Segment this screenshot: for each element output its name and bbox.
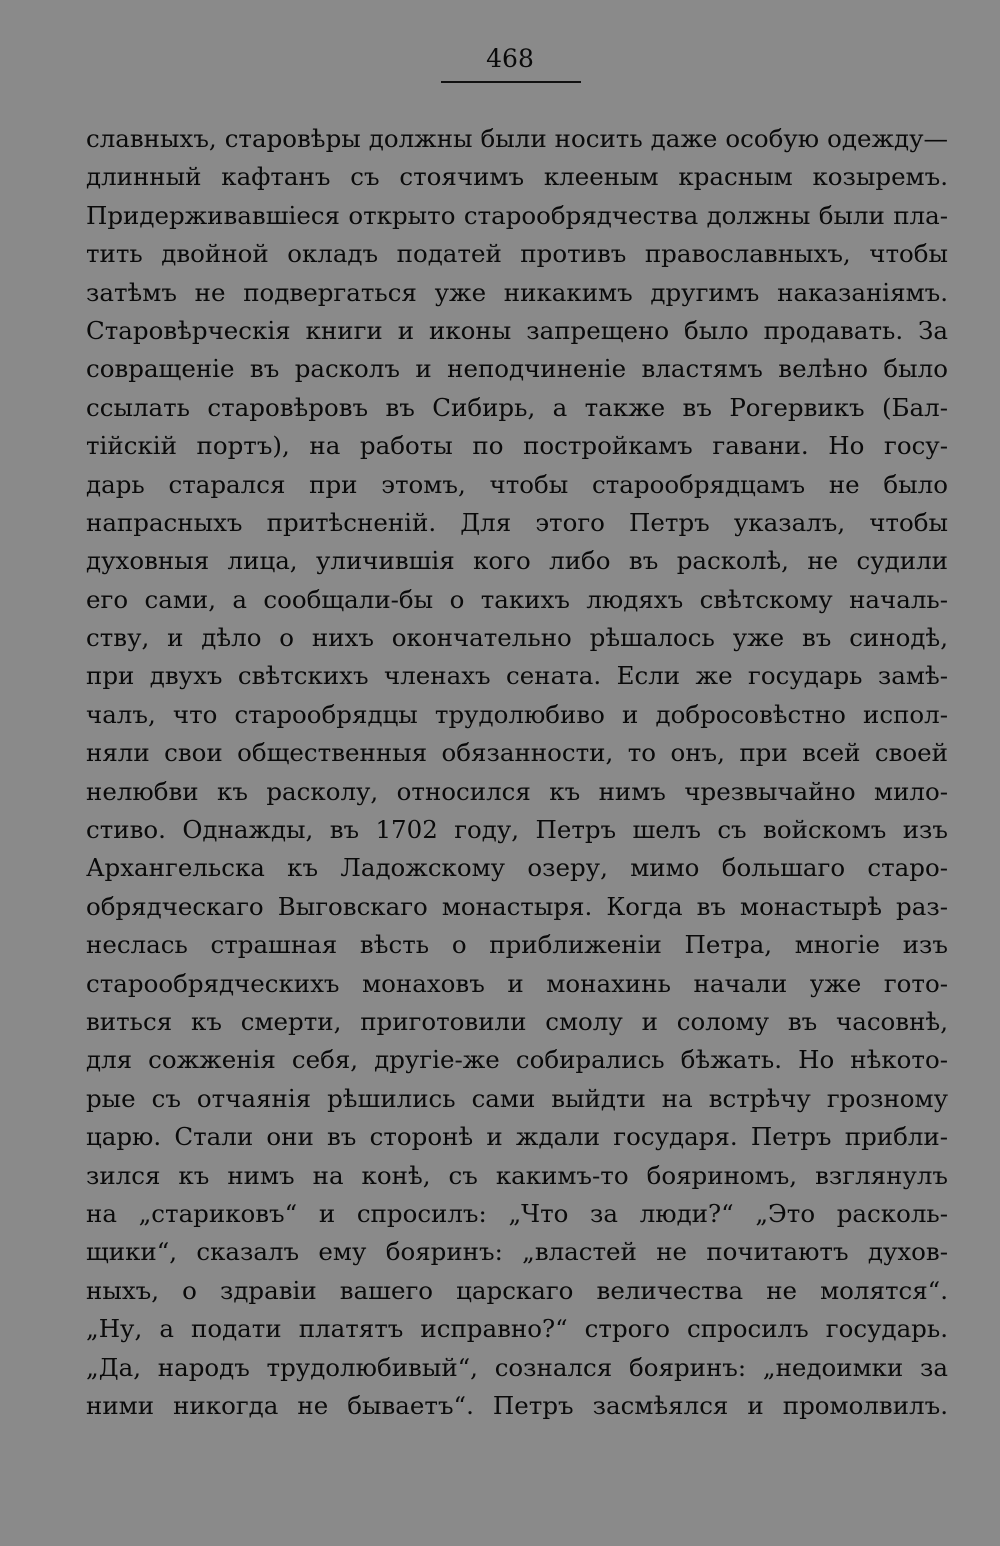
text-line: царю. Стали они въ сторонѣ и ждали государя. Петръ прибли- [86,1122,948,1152]
text-line: затѣмъ не подвергаться уже никакимъ другимъ наказаніямъ. [86,277,948,307]
text-line: для сожженія себя, другіе-же собирались бѣжать. Но нѣкото- [86,1045,948,1075]
text-line: ссылать старовѣровъ въ Сибирь, а также въ Рогервикъ (Бал- [86,392,948,422]
text-line: зился къ нимъ на конѣ, съ какимъ-то бояриномъ, взглянулъ [86,1160,948,1190]
text-line: неслась страшная вѣсть о приближеніи Петра, многіе изъ [86,930,948,960]
header-rule [441,81,581,83]
text-line: его сами, а сообщали-бы о такихъ людяхъ свѣтскому началь- [86,584,948,614]
text-line: „Ну, а подати платятъ исправно?“ строго спросилъ государь. [86,1314,948,1344]
text-line: тить двойной окладъ податей противъ православныхъ, чтобы [86,239,948,269]
text-line: Придерживавшіеся открыто старообрядчества должны были пла- [86,200,948,230]
text-line: няли свои общественныя обязанности, то онъ, при всей своей [86,738,948,768]
text-line: на „стариковъ“ и спросилъ: „Что за люди?“ „Это расколь- [86,1198,948,1228]
text-line: ныхъ, о здравіи вашего царскаго величества не молятся“. [86,1275,948,1305]
text-line: обрядческаго Выговскаго монастыря. Когда въ монастырѣ раз- [86,891,948,921]
body-text [86,120,948,1425]
text-line: чалъ, что старообрядцы трудолюбиво и добросовѣстно испол- [86,699,948,729]
text-line: длинный кафтанъ съ стоячимъ клееным красным козыремъ. [86,162,948,192]
text-line: напрасныхъ притѣсненій. Для этого Петръ указалъ, чтобы [86,507,948,537]
text-line: ними никогда не бываетъ“. Петръ засмѣялся и промолвилъ. [86,1390,948,1420]
text-line: Архангельска къ Ладожскому озеру, мимо большаго старо- [86,853,948,883]
text-line: нелюбви къ расколу, относился къ нимъ чрезвычайно мило- [86,776,948,806]
text-line: Старовѣрческія книги и иконы запрещено было продавать. За [86,315,948,345]
text-line: виться къ смерти, приготовили смолу и солому въ часовнѣ, [86,1006,948,1036]
text-line: ству, и дѣло о нихъ окончательно рѣшалось уже въ синодѣ, [86,623,948,653]
text-line: стиво. Однажды, въ 1702 году, Петръ шелъ съ войскомъ изъ [86,815,948,845]
text-line: дарь старался при этомъ, чтобы старообрядцамъ не было [86,469,948,499]
text-line: „Да, народъ трудолюбивый“, сознался бояринъ: „недоимки за [86,1352,948,1382]
text-line: тійскій портъ), на работы по постройкамъ гавани. Но госу- [86,431,948,461]
text-line: славныхъ, старовѣры должны были носить даже особую одежду— [86,124,948,153]
text-line: старообрядческихъ монаховъ и монахинь начали уже гото- [86,968,948,998]
text-line: при двухъ свѣтскихъ членахъ сената. Если же государь замѣ- [86,661,948,691]
page-number: 468 [486,44,534,73]
text-line: щики“, сказалъ ему бояринъ: „властей не почитаютъ духов- [86,1237,948,1267]
text-line: совращеніе въ расколъ и неподчиненіе властямъ велѣно было [86,354,948,384]
text-line: духовныя лица, уличившія кого либо въ расколѣ, не судили [86,546,948,576]
text-line: рые съ отчаянія рѣшились сами выйдти на встрѣчу грозному [86,1083,948,1113]
